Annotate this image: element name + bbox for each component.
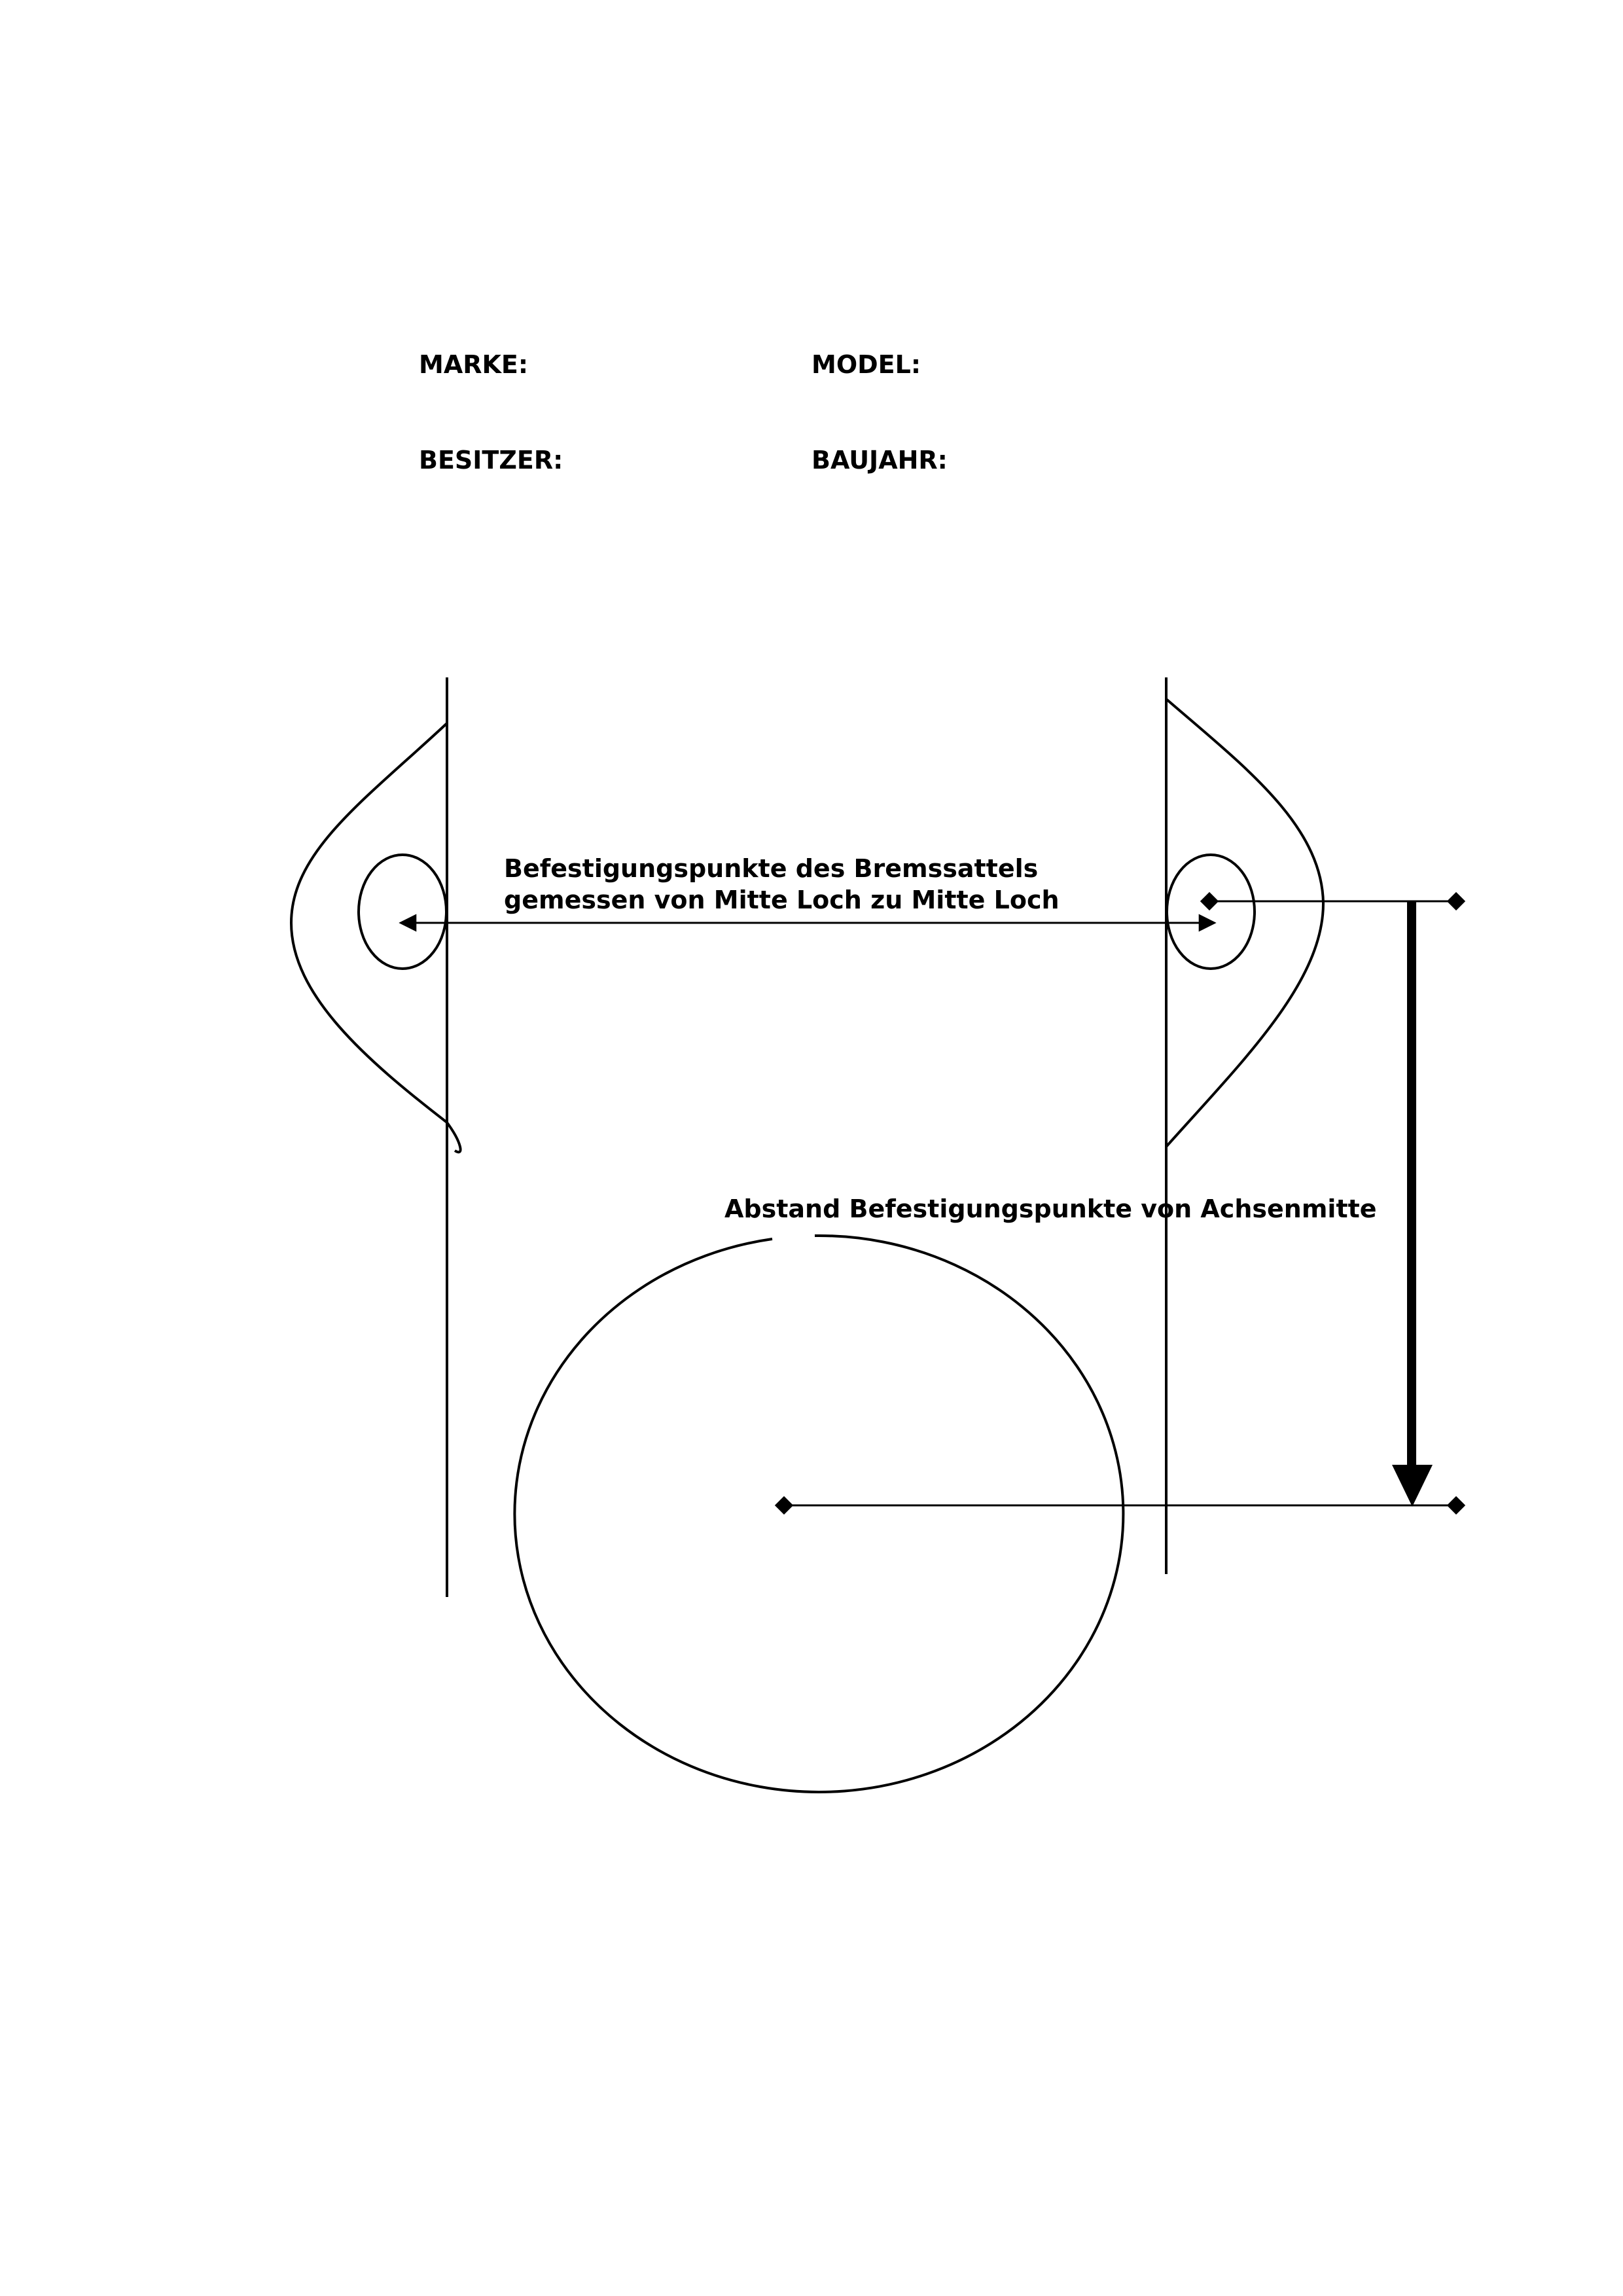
left-mounting-hole (359, 855, 446, 969)
baujahr-label: BAUJAHR: (812, 446, 948, 475)
marke-label: MARKE: (419, 350, 529, 379)
model-label: MODEL: (812, 350, 921, 379)
axle-distance-arrow-head (1392, 1465, 1433, 1507)
right-mounting-hole (1167, 855, 1255, 969)
mount-point-marker-left (1200, 892, 1219, 910)
axle-center-marker (775, 1496, 793, 1515)
besitzer-label: BESITZER: (419, 446, 563, 475)
axle-reference-marker-right (1447, 1496, 1465, 1515)
axle-distance-label: Abstand Befestigungspunkte von Achsenmitte (724, 1194, 1377, 1223)
caliper-mount-label-line1: Befestigungspunkte des Bremssattels (504, 854, 1039, 883)
mount-point-marker-right (1447, 892, 1465, 910)
caliper-mount-label-line2: gemessen von Mitte Loch zu Mitte Loch (504, 886, 1060, 914)
left-mounting-lug (291, 723, 461, 1152)
brake-disc (514, 1236, 1123, 1792)
